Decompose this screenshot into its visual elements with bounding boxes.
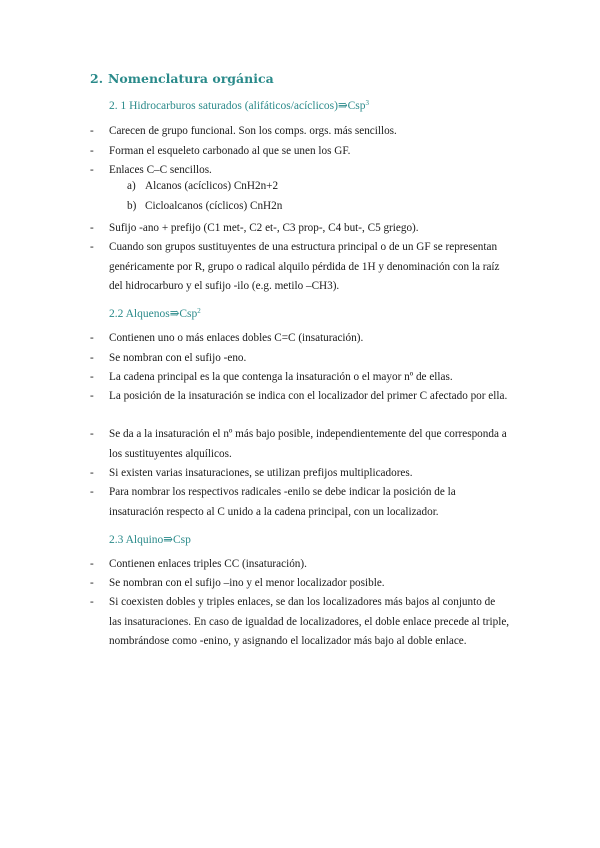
section-title-alquino: 2.3 Alquino⇛Csp — [109, 534, 191, 546]
list-item: - Se nombran con el sufijo -eno. — [90, 351, 247, 364]
heading-number: 2. — [90, 71, 104, 86]
list-item: - Forman el esqueleto carbonado al que se unen los GF. — [90, 144, 351, 157]
list-item: - Cuando son grupos sustituyentes de una estructura principal o de un GF se representan genéricamente por R, grupo o radical alquilo pérdida de 1H y denominación con la raíz del hidrocarburo y el sufijo -ilo (e.g. metilo –CH3). — [90, 241, 500, 293]
list-item: - Se nombran con el sufijo –ino y el menor localizador posible. — [90, 577, 385, 589]
list-item: - La posición de la insaturación se indica con el localizador del primer C afectado por ella. — [90, 390, 508, 402]
list-item: - Si existen varias insaturaciones, se utilizan prefijos multiplicadores. — [90, 467, 413, 479]
sub-list-item: b) Cicloalcanos (cíclicos) CnH2n — [127, 200, 283, 212]
list-item: - Si coexisten dobles y triples enlaces, se dan los localizadores más bajos al conjunto de las insaturaciones. En caso de igualdad de localizadores, el doble enlace precede al triple, nombrándose como -enino, y asignando el localizador más bajo al doble enlace. — [90, 596, 510, 648]
list-item: - Contienen uno o más enlaces dobles C=C (insaturación). — [90, 332, 364, 344]
section-title-saturados: 2. 1 Hidrocarburos saturados (alifáticos/acíclicos)⇛Csp$^3$ — [109, 99, 369, 112]
list-item: - Se da a la insaturación el nº más bajo posible, independientemente del que corresponda a los sustituyentes alquílicos. — [90, 428, 507, 460]
heading-title: Nomenclatura orgánica — [108, 71, 274, 86]
list-item: - Carecen de grupo funcional. Son los comps. orgs. más sencillos. — [90, 125, 397, 137]
list-item: - La cadena principal es la que contenga la insaturación o el mayor nº de ellas. — [90, 371, 453, 383]
list-item: - Contienen enlaces triples CC (insaturación). — [90, 558, 307, 570]
list-item: - Enlaces C–C sencillos. — [90, 164, 212, 176]
section-title-alquenos: 2.2 Alquenos⇛Csp$^2$ — [109, 307, 201, 320]
list-item: - Sufijo -ano + prefijo (C1 met-, C2 et-, C3 prop-, C4 but-, C5 griego). — [90, 222, 419, 234]
sub-list-item: a) Alcanos (acíclicos) CnH2n+2 — [127, 180, 279, 192]
list-item: - Para nombrar los respectivos radicales -enilo se debe indicar la posición de la insaturación respecto al C unido a la cadena principal, con un localizador. — [90, 486, 456, 518]
main-heading — [90, 71, 274, 86]
